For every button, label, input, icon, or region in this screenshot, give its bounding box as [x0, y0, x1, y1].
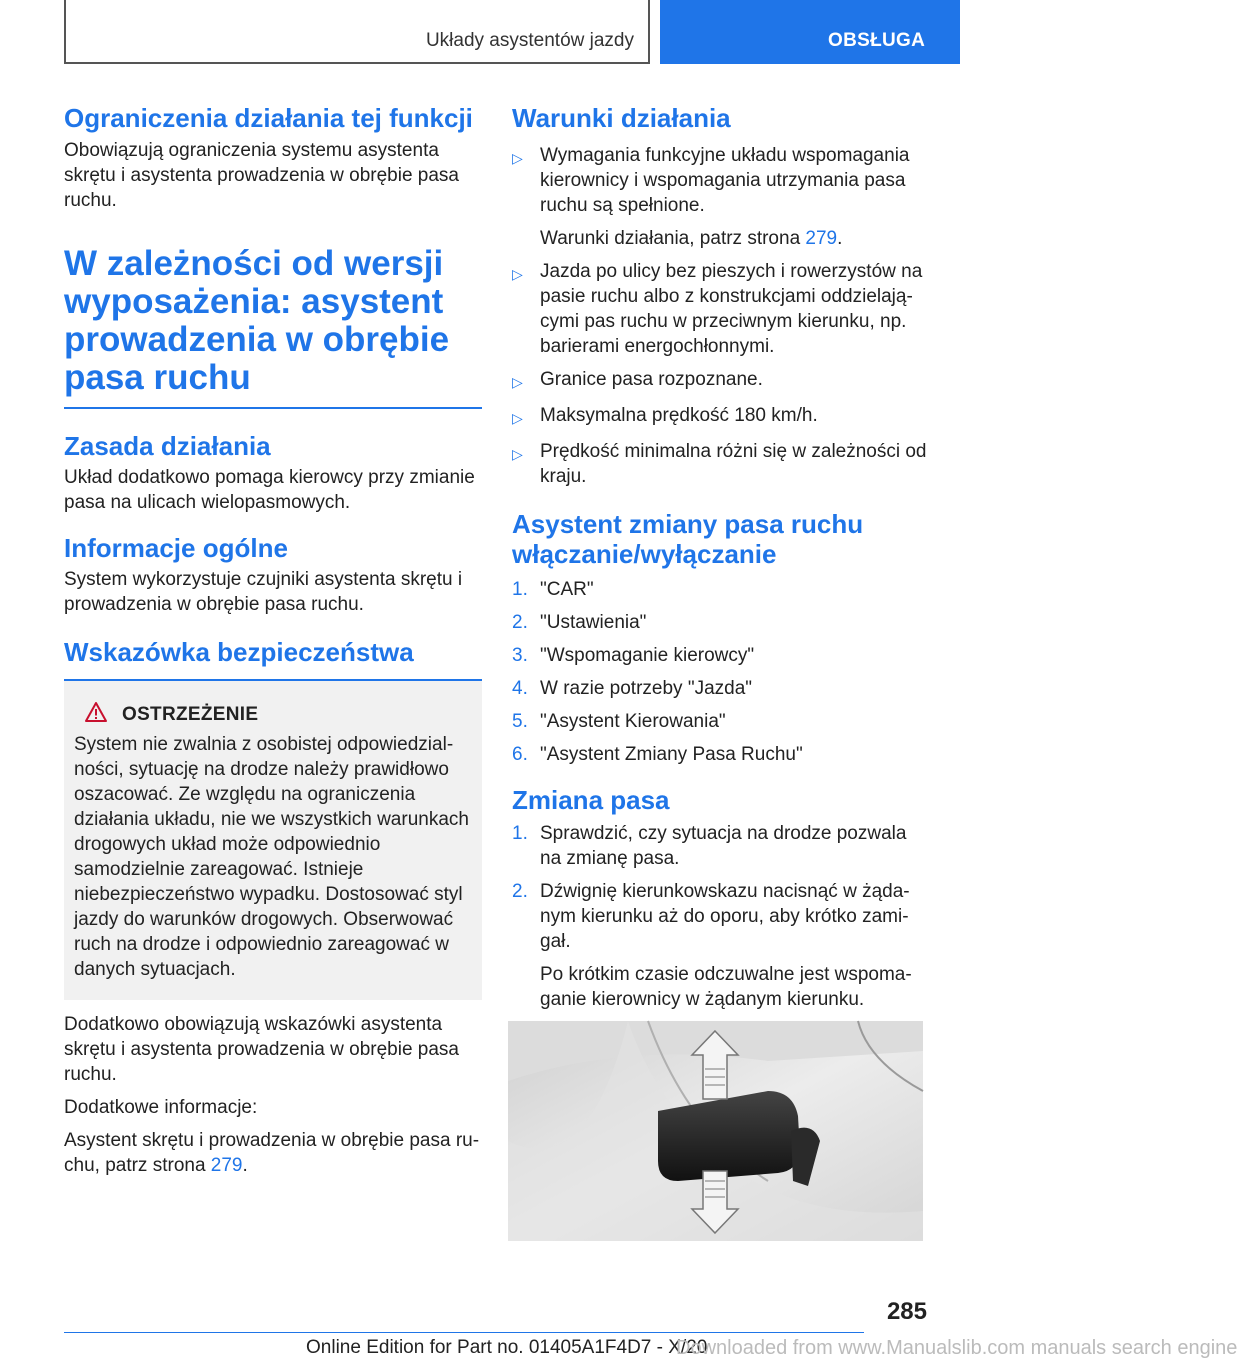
conditions-ref: Warunki działania, patrz strona 279. — [540, 228, 843, 249]
more-info-text: Asystent skrętu i prowadzenia w obrębie pasa ruchu, patrz strona 279. — [64, 1130, 480, 1176]
warning-header — [74, 701, 472, 728]
extra-text: Dodatkowo obowiązują wskazówki asystenta skrętu i asystenta prowadzenia w obrębie pasa ruchu. — [64, 1014, 460, 1085]
section-title: Układy asystentów jazdy — [425, 30, 634, 51]
conditions-heading: Warunki działania — [512, 103, 731, 133]
limits-text: Obowiązują ograniczenia systemu asystenta skrętu i asystenta prowadzenia w obrębie pasa ruchu. — [64, 140, 460, 211]
general-heading: Informacje ogólne — [64, 533, 288, 563]
list-item: 4. W razie potrzeby "Jazda" — [512, 678, 753, 699]
list-item: ▷ Jazda po ulicy bez pieszych i rowerzystów na pasie ruchu albo z konstrukcjami oddzielającymi pas ruchu w przeciwnym kierunku, np. barierami energochłonnymi. — [512, 261, 923, 357]
list-item: ▷ Maksymalna prędkość 180 km/h. — [512, 403, 930, 431]
list-item: 6. "Asystent Zmiany Pasa Ruchu" — [512, 744, 803, 765]
chapter-tab[interactable] — [660, 0, 960, 64]
warning-box — [64, 681, 482, 1000]
left-column — [64, 100, 482, 1178]
lane-note: Po krótkim czasie odczuwalne jest wspomaganie kierownicy w żądanym kierunku. — [540, 964, 912, 1010]
heading-divider — [64, 407, 482, 409]
list-item: 1. Sprawdzić, czy sytuacja na drodze pozwala na zmianę pasa. — [512, 823, 907, 869]
list-item: 2. "Ustawienia" — [512, 612, 647, 633]
chapter-tab-label: OBSŁUGA — [828, 30, 926, 51]
list-item: 5. "Asystent Kierowania" — [512, 711, 726, 732]
general-text: System wykorzystuje czujniki asystenta skrętu i prowadzenia w obrębie pasa ruchu. — [64, 569, 463, 615]
warning-triangle-icon — [84, 701, 108, 728]
bullet-triangle-icon: ▷ — [512, 150, 523, 166]
footer-divider — [64, 1332, 864, 1333]
bullet-triangle-icon: ▷ — [512, 266, 523, 282]
list-item: ▷ Wymagania funkcyjne układu wspomagania kierownicy i wspomagania utrzymania pasa ruchu są spełnione. — [512, 145, 910, 216]
warning-text: System nie zwalnia z osobistej odpowiedzialności, sytuację na drodze należy prawidłowo oszacować. Ze względu na ograniczenia działania układu, nie we wszystkich warunkach drogowych układ może odpowiednio samodzielnie zareagować. Istnieje niebezpieczeństwo wypadku. Dostosować styl jazdy do warunków drogowych. Obserwować ruch na drodze i odpowiednio zareagować w danych sytuacjach. — [74, 734, 469, 980]
turn-signal-lever-illustration — [508, 1021, 923, 1241]
more-info-label: Dodatkowe informacje: — [64, 1097, 258, 1118]
safety-heading: Wskazówka bezpieczeństwa — [64, 637, 414, 667]
list-item: ▷ Granice pasa rozpoznane. — [512, 367, 930, 395]
warning-title: OSTRZEŻENIE — [122, 703, 259, 725]
watermark: Downloaded from www.Manualslib.com manuals search engine — [676, 1337, 1237, 1359]
page-link-279[interactable]: 279 — [210, 1155, 243, 1176]
bullet-triangle-icon: ▷ — [512, 446, 523, 462]
main-heading: W zależności od wersji wyposażenia: asystent prowadzenia w obrębie pasa ruchu — [64, 244, 450, 397]
list-item: 3. "Wspomaganie kierowcy" — [512, 645, 755, 666]
list-item: 1. "CAR" — [512, 579, 594, 600]
list-item: 2. Dźwignię kierunkowskazu nacisnąć w żądanym kierunku aż do oporu, aby krótko zamigał. — [512, 881, 910, 952]
limits-heading: Ograniczenia działania tej funkcji — [64, 103, 473, 133]
bullet-triangle-icon: ▷ — [512, 410, 523, 426]
list-item: ▷ Prędkość minimalna różni się w zależności od kraju. — [512, 441, 927, 487]
lane-heading: Zmiana pasa — [512, 785, 670, 815]
edition-text: Online Edition for Part no. 01405A1F4D7 - X/20 — [306, 1337, 708, 1358]
header-frame — [64, 0, 650, 64]
page-link-279[interactable]: 279 — [805, 228, 838, 249]
bullet-triangle-icon: ▷ — [512, 374, 523, 390]
principle-heading: Zasada działania — [64, 431, 271, 461]
principle-text: Układ dodatkowo pomaga kierowcy przy zmianie pasa na ulicach wielopasmowych. — [64, 467, 475, 513]
toggle-heading: Asystent zmiany pasa ruchu włączanie/wyłączanie — [512, 509, 864, 569]
page-number: 285 — [886, 1298, 927, 1325]
right-column — [512, 100, 930, 1012]
